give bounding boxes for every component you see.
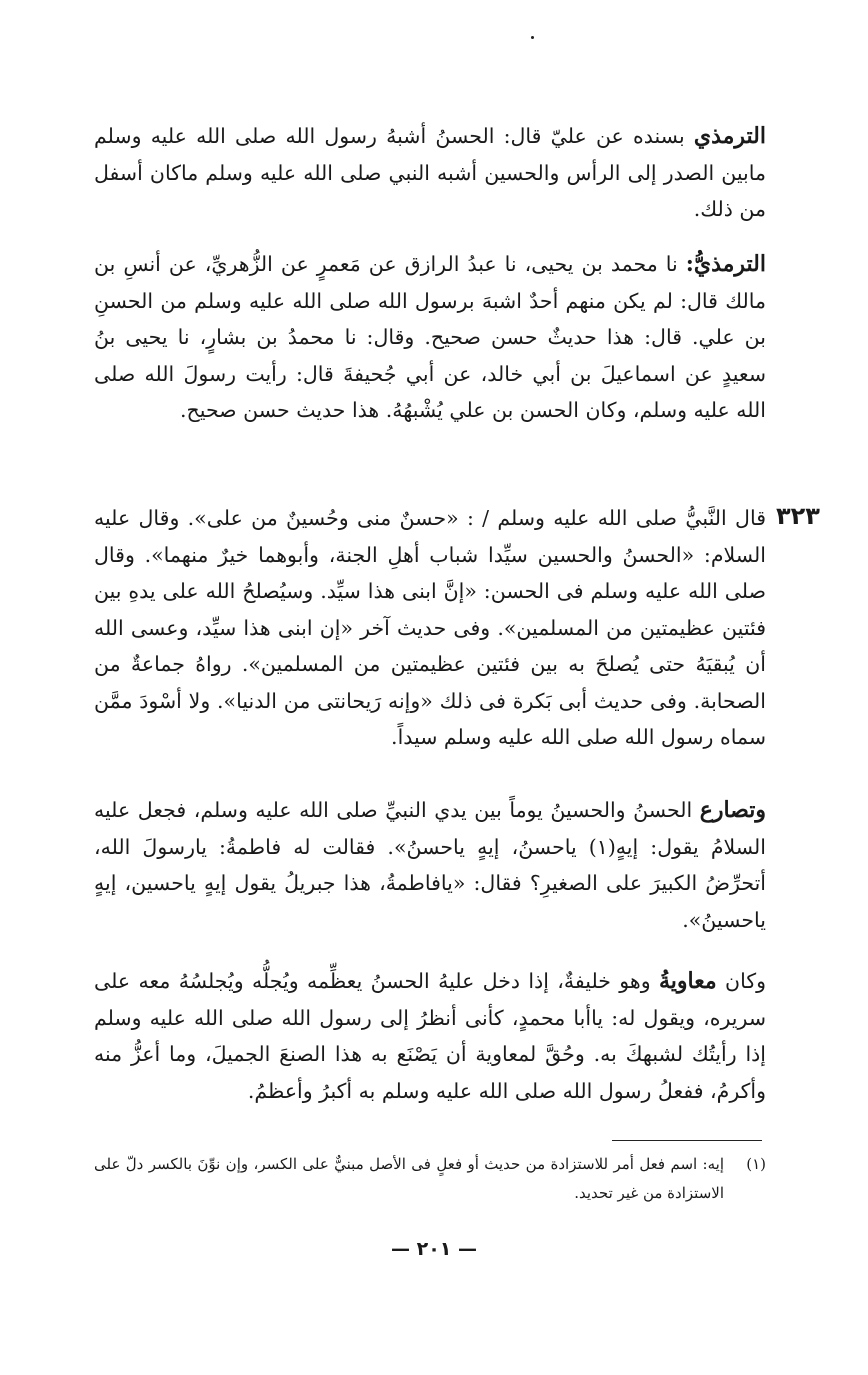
footnote-text: إيه: اسم فعل أمر للاستزادة من حديث أو فعلٍ فى الأصل مبنيٌّ على الكسر، وإن نوِّنَ بالكسر دلّ على الاستزادة من غير تحديد. <box>94 1155 724 1202</box>
paragraph-text: وهو خليفةٌ، إذا دخل عليهُ الحسنُ يعظِّمه ويُجلُّه ويُجلسُهُ معه على سريره، ويقول له: ياأبا محمدٍ، كأنى أنظرُ إلى رسول الله صلى الله عليه وسلم إذا رأيتُك لشبهكَ به. وحُقَّ لمعاوية أن يَصْنَع به هذا الصنعَ الجميلَ، وما أعزُّ منه وأكرمُ، ففعلُ رسول الله صلى الله عليه وسلم به أكبرُ وأعظمُ. <box>94 969 766 1103</box>
paragraph-text: قال النَّبيُّ صلى الله عليه وسلم / : «حسنٌ منى وحُسينٌ من على». وقال عليه السلام: «الحسنُ والحسين سيِّدا شباب أهلِ الجنة، وأبوهما خيرٌ منهما». وقال صلى الله عليه وسلم فى الحسن: «إنَّ ابنى هذا سيِّد. وسيُصلحُ الله على يدهِ بين فئتين عظيمتين من المسلمين». وفى حديث آخر «إن ابنى هذا سيِّد، وعسى الله أن يُبقيَهُ حتى يُصلحَ به بين فئتين عظيمتين من المسلمين». رواهُ جماعةٌ من الصحابة. وفى حديث أبى بَكرة فى ذلك «وإنه رَيحانتى من الدنيا». ولا أسْودَ ممَّن سماه رسول الله صلى الله عليه وسلم سيداً. <box>94 506 766 749</box>
paragraph-muawiya <box>94 963 766 1109</box>
paragraph-text: الحسنُ والحسينُ يوماً بين يدي النبيِّ صلى الله عليه وسلم، فجعل عليه السلامُ يقول: إيهٍ(١) ياحسنُ، إيهٍ ياحسنُ». فقالت له فاطمةُ: يارسولَ الله، أتحرِّضُ الكبيرَ على الصغيرِ؟ فقال: «يافاطمةُ، هذا جبريلُ يقول إيهٍ ياحسين، إيهٍ ياحسينُ». <box>94 798 766 932</box>
paragraph-tirmidhi-2 <box>94 246 766 429</box>
footnote-divider <box>612 1140 762 1141</box>
footnote-marker: (١) <box>746 1155 766 1173</box>
paragraph-text: بسنده عن عليّ قال: الحسنُ أشبهُ رسول الله صلى الله عليه وسلم مابين الصدر إلى الرأس والحسين أشبه النبي صلى الله عليه وسلم ماكان أسفل من ذلك. <box>94 124 766 221</box>
paragraph-wrestling <box>94 792 766 938</box>
paragraph-lead-prefix: وكان <box>716 969 766 993</box>
paragraph-prophet-sayings <box>94 500 766 756</box>
paragraph-tirmidhi-1 <box>94 118 766 228</box>
paragraph-lead: وتصارع <box>699 797 766 823</box>
paragraph-lead: معاويةُ <box>659 968 717 994</box>
paragraph-lead: الترمذي <box>693 123 766 149</box>
paragraph-lead: الترمذيُّ: <box>685 251 766 277</box>
page-number: — ٢٠١ — <box>390 1238 478 1260</box>
page-top-mark <box>531 36 534 39</box>
footnote <box>94 1150 766 1208</box>
paragraph-number: ٣٢٣ <box>776 502 820 530</box>
paragraph-text: نا محمد بن يحيى، نا عبدُ الرازق عن مَعمرٍ عن الزُّهريِّ، عن أنسِ بن مالك قال: لم يكن منهم أحدٌ اشبهَ برسول الله صلى الله عليه وسلم من الحسنِ بن علي. قال: هذا حديثٌ حسن صحيح. وقال: نا محمدُ بن بشارٍ، نا يحيى بنُ سعيدٍ عن اسماعيلَ بن أبي خالد، عن أبي جُحيفةَ قال: رأيت رسولَ الله صلى الله عليه وسلم، وكان الحسن بن علي يُشْبهُهُ. هذا حديث حسن صحيح. <box>94 252 766 422</box>
